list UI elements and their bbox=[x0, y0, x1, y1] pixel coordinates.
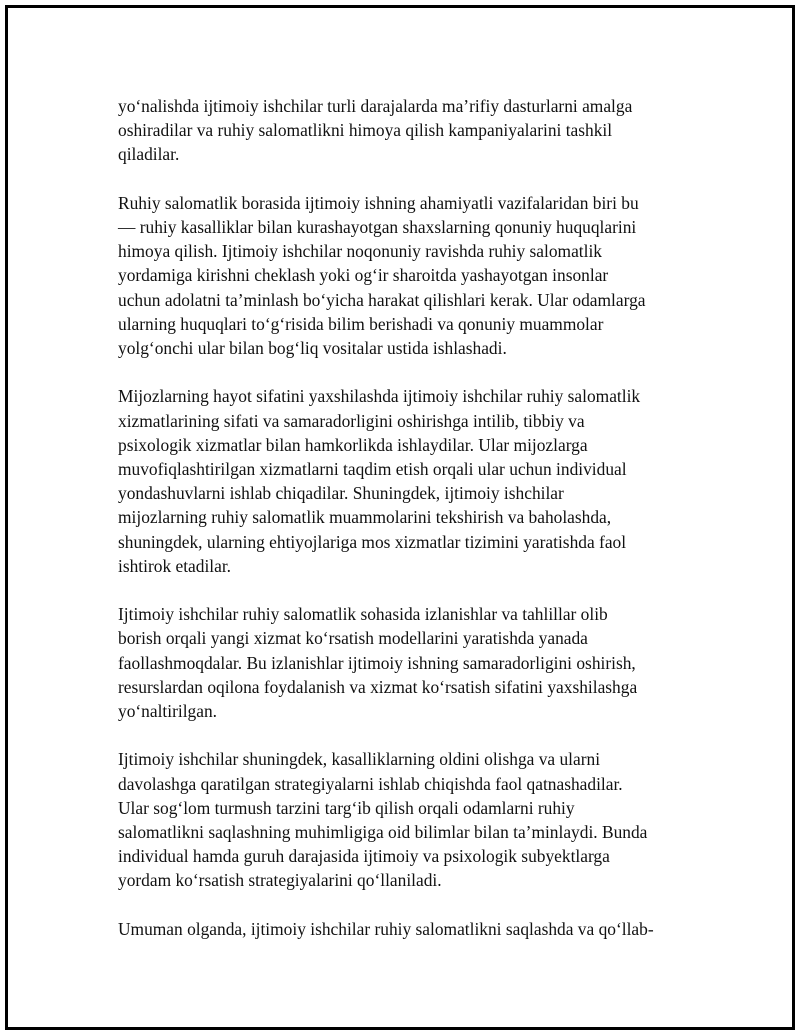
text-line: Ular sog‘lom turmush tarzini targ‘ib qilish orqali odamlarni ruhiy bbox=[118, 797, 575, 818]
text-line: uchun adolatni ta’minlash bo‘yicha harakat qilishlari kerak. Ular odamlarga bbox=[118, 289, 646, 310]
text-line: — ruhiy kasalliklar bilan kurashayotgan shaxslarning qonuniy huquqlarini bbox=[118, 217, 637, 237]
text-line: yordam ko‘rsatish strategiyalarini qo‘llaniladi. bbox=[118, 870, 442, 891]
text-line: Umuman olganda, ijtimoiy ishchilar ruhiy salomatlikni saqlashda va qo‘llab- bbox=[118, 918, 654, 939]
paragraph bbox=[118, 747, 698, 892]
text-line: davolashga qaratilgan strategiyalarni ishlab chiqishda faol qatnashadilar. bbox=[118, 773, 623, 794]
text-line: qiladilar. bbox=[118, 144, 180, 165]
text-line: yo‘nalishda ijtimoiy ishchilar turli darajalarda ma’rifiy dasturlarni amalga bbox=[118, 96, 633, 116]
text-line: yolg‘onchi ular bilan bog‘liq vositalar ustida ishlashadi. bbox=[118, 338, 507, 359]
text-line: Ijtimoiy ishchilar ruhiy salomatlik sohasida izlanishlar va tahlillar olib bbox=[118, 604, 608, 625]
text-line: xizmatlarining sifati va samaradorligini oshirishga intilib, tibbiy va bbox=[118, 410, 585, 431]
text-line: oshiradilar va ruhiy salomatlikni himoya qilish kampaniyalarini tashkil bbox=[118, 120, 613, 141]
text-line: shuningdek, ularning ehtiyojlariga mos xizmatlar tizimini yaratishda faol bbox=[118, 531, 627, 552]
text-line: Ruhiy salomatlik borasida ijtimoiy ishning ahamiyatli vazifalaridan biri bu bbox=[118, 192, 639, 213]
text-line: ishtirok etadilar. bbox=[118, 555, 232, 576]
text-line: yordamiga kirishni cheklash yoki og‘ir sharoitda yashayotgan insonlar bbox=[118, 265, 609, 286]
text-line: yo‘naltirilgan. bbox=[118, 701, 218, 722]
document-body bbox=[118, 94, 698, 965]
text-line: individual hamda guruh darajasida ijtimoiy va psixologik subyektlarga bbox=[118, 846, 610, 867]
paragraph bbox=[118, 602, 698, 723]
paragraph bbox=[118, 94, 698, 167]
text-line: salomatlikni saqlashning muhimligiga oid bilimlar bilan ta’minlaydi. Bunda bbox=[118, 822, 648, 843]
text-line: yondashuvlarni ishlab chiqadilar. Shuningdek, ijtimoiy ishchilar bbox=[118, 483, 564, 504]
text-line: borish orqali yangi xizmat ko‘rsatish modellarini yaratishda yanada bbox=[118, 628, 588, 649]
text-line: faollashmoqdalar. Bu izlanishlar ijtimoiy ishning samaradorligini oshirish, bbox=[118, 652, 636, 673]
text-line: ularning huquqlari to‘g‘risida bilim berishadi va qonuniy muammolar bbox=[118, 313, 604, 334]
text-line: himoya qilish. Ijtimoiy ishchilar noqonuniy ravishda ruhiy salomatlik bbox=[118, 241, 602, 262]
text-line: muvofiqlashtirilgan xizmatlarni taqdim etish orqali ular uchun individual bbox=[118, 459, 627, 480]
text-line: mijozlarning ruhiy salomatlik muammolarini tekshirish va baholashda, bbox=[118, 507, 612, 528]
paragraph bbox=[118, 917, 698, 941]
text-line: resurslardan oqilona foydalanish va xizmat ko‘rsatish sifatini yaxshilashga bbox=[118, 676, 638, 697]
text-line: Mijozlarning hayot sifatini yaxshilashda ijtimoiy ishchilar ruhiy salomatlik bbox=[118, 386, 641, 407]
text-line: Ijtimoiy ishchilar shuningdek, kasalliklarning oldini olishga va ularni bbox=[118, 749, 601, 770]
paragraph bbox=[118, 191, 698, 360]
text-line: psixologik xizmatlar bilan hamkorlikda ishlaydilar. Ular mijozlarga bbox=[118, 434, 588, 455]
paragraph bbox=[118, 384, 698, 578]
